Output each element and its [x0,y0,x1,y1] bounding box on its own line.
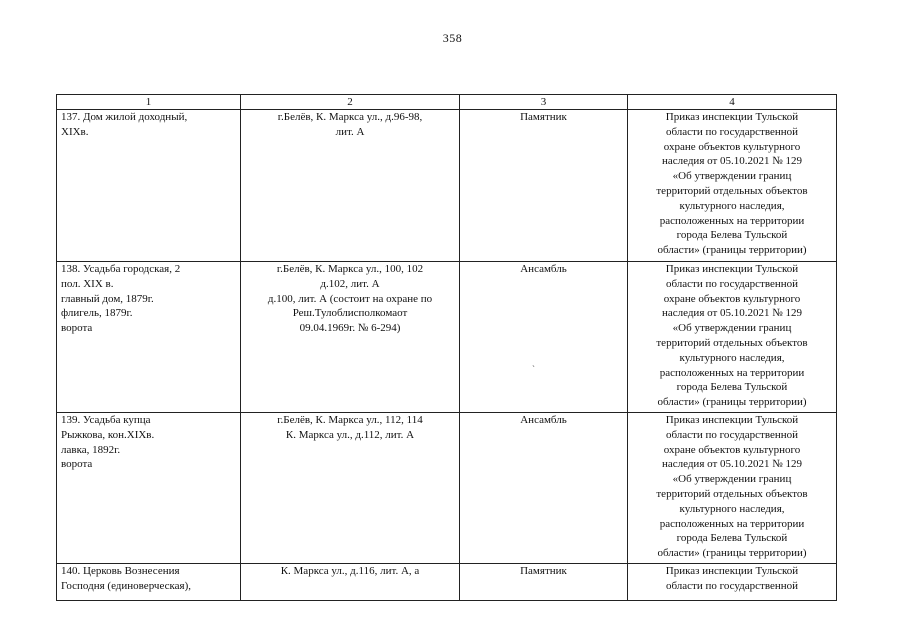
document-line: расположенных на территории [659,517,805,530]
table-row [57,413,837,564]
address-line: Реш.Тулоблисполкомаот [292,307,408,320]
document-line: города Белева Тульской [676,532,788,545]
object-name-line: 139. Усадьба купца [61,414,151,426]
table-header-row [57,95,837,110]
document-line: области по государственной [665,277,799,290]
document-line: «Об утверждении границ [672,473,792,486]
address-cell [241,262,460,413]
address-line: г.Белёв, К. Маркса ул., д.96-98, [277,111,423,123]
document-line: Приказ инспекции Тульской [665,263,799,275]
category-cell: Памятник [460,110,628,262]
page-number: 358 [442,31,463,45]
object-name-line: ворота [61,322,93,335]
address-line: г.Белёв, К. Маркса ул., 112, 114 [277,414,423,426]
address-cell [241,110,460,262]
legal-document-cell [628,262,837,413]
document-line: области по государственной [665,125,799,138]
scan-artifact-mark: ` [532,364,535,374]
table-row [57,564,837,601]
document-line: охране объектов культурного [663,443,801,456]
legal-document-cell [628,564,837,601]
object-name-line: 140. Церковь Вознесения [61,565,180,577]
document-line: области по государственной [665,428,799,441]
document-line: области» (границы территории) [657,396,807,409]
table-row [57,110,837,262]
column-header-2: 2 [241,95,460,110]
column-header-1: 1 [57,95,241,110]
document-line: города Белева Тульской [676,381,788,394]
document-line: Приказ инспекции Тульской [665,414,799,426]
document-line: наследия от 05.10.2021 № 129 [661,307,803,320]
object-name-line: 137. Дом жилой доходный, [61,111,188,123]
category-cell: Ансамбль [460,262,628,413]
document-line: наследия от 05.10.2021 № 129 [661,155,803,168]
address-line: К. Маркса ул., д.112, лит. А [285,428,415,441]
address-cell [241,413,460,564]
object-name-line: ворота [61,458,93,471]
document-line: расположенных на территории [659,366,805,379]
category-cell: Ансамбль [460,413,628,564]
document-line: «Об утверждении границ [672,170,792,183]
address-line: К. Маркса ул., д.116, лит. А, а [280,565,420,577]
column-header-4: 4 [628,95,837,110]
address-line: д.102, лит. А [320,277,380,290]
column-header-3: 3 [460,95,628,110]
document-line: расположенных на территории [659,214,805,227]
document-line: города Белева Тульской [676,229,788,242]
heritage-registry-table [56,94,837,601]
document-line: Приказ инспекции Тульской [665,565,799,577]
object-name-line: Рыжкова, кон.XIXв. [61,428,155,441]
address-cell [241,564,460,601]
legal-document-cell [628,413,837,564]
object-name-line: лавка, 1892г. [61,443,121,456]
object-name-cell [57,413,241,564]
address-line: лит. А [335,125,365,138]
object-name-line: пол. XIX в. [61,277,114,290]
document-line: Приказ инспекции Тульской [665,111,799,123]
document-line: охране объектов культурного [663,140,801,153]
document-line: культурного наследия, [679,351,785,364]
object-name-line: XIXв. [61,125,89,138]
document-line: «Об утверждении границ [672,322,792,335]
object-name-cell [57,110,241,262]
document-line: территорий отдельных объектов [656,184,808,197]
object-name-line: флигель, 1879г. [61,307,133,320]
document-line: области» (границы территории) [657,244,807,257]
object-name-cell [57,262,241,413]
document-line: наследия от 05.10.2021 № 129 [661,458,803,471]
document-line: области по государственной [665,579,799,592]
object-name-cell [57,564,241,601]
object-name-line: 138. Усадьба городская, 2 [61,263,181,275]
address-line: д.100, лит. А (состоит на охране по [267,292,433,305]
document-line: территорий отдельных объектов [656,487,808,500]
object-name-line: Господня (единоверческая), [61,579,192,592]
address-line: 09.04.1969г. № 6-294) [299,322,401,335]
legal-document-cell [628,110,837,262]
address-line: г.Белёв, К. Маркса ул., 100, 102 [276,263,424,275]
document-line: области» (границы территории) [657,547,807,560]
document-line: охране объектов культурного [663,292,801,305]
table-row [57,262,837,413]
document-line: культурного наследия, [679,199,785,212]
object-name-line: главный дом, 1879г. [61,292,154,305]
document-line: территорий отдельных объектов [656,336,808,349]
document-line: культурного наследия, [679,502,785,515]
category-cell: Памятник [460,564,628,601]
